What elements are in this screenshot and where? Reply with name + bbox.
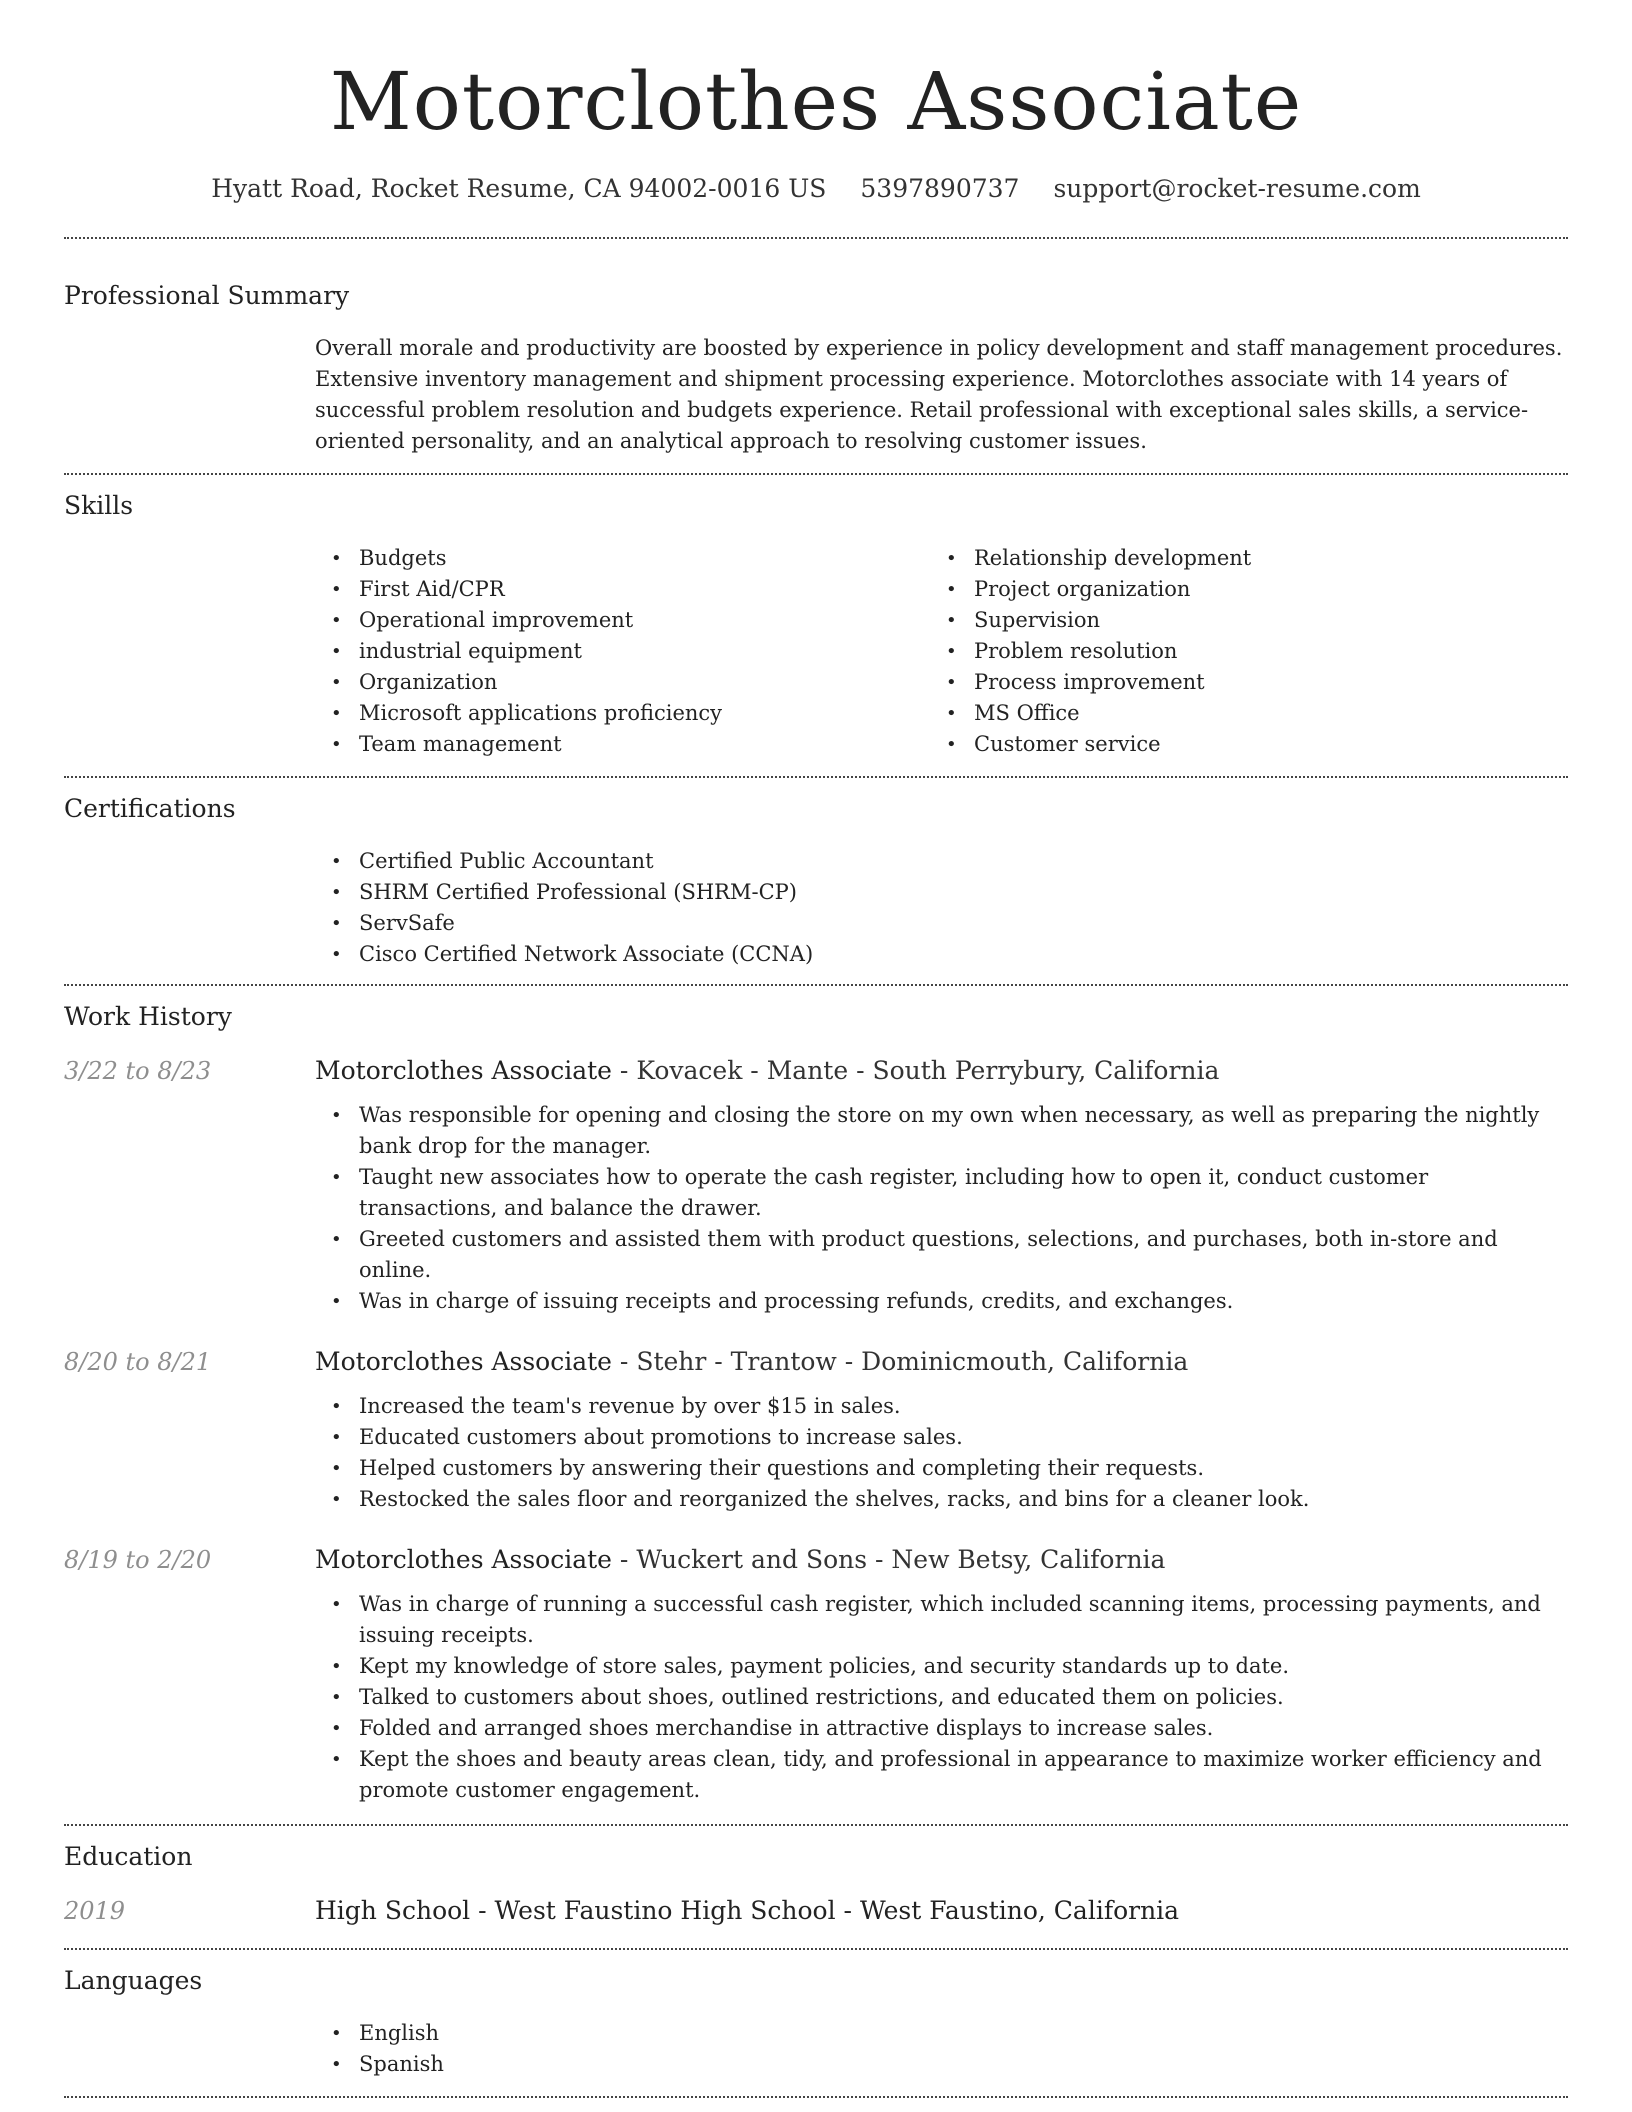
list-item: • Folded and arranged shoes merchandise in attractive displays to increase sales. [315, 1713, 1568, 1744]
certifications-heading: Certifications [64, 794, 236, 823]
list-item: • Budgets [315, 543, 930, 574]
education-section [64, 1826, 1568, 1948]
job-dates: 8/20 to 8/21 [64, 1348, 212, 1376]
list-item: • Was in charge of running a successful cash register, which included scanning items, processing payments, and issuing receipts. [315, 1589, 1568, 1651]
job-role: Motorclothes Associate [315, 1545, 612, 1574]
summary-text: Overall morale and productivity are boosted by experience in policy development and staff management procedures. Extensive inventory management and shipment processing experience. Motorclothes associate with 14 years of successful problem resolution and budgets experience. Retail professional with exceptional sales skills, a service-oriented personality, and an analytical approach to resolving customer issues. [315, 336, 1563, 453]
list-item: • SHRM Certified Professional (SHRM-CP) [315, 877, 1568, 908]
job-title [315, 1054, 1568, 1088]
work-history-heading: Work History [64, 1002, 232, 1031]
job-role: Motorclothes Associate [315, 1347, 612, 1376]
list-item: • Increased the team's revenue by over $15 in sales. [315, 1391, 1568, 1422]
education-year: 2019 [64, 1897, 126, 1925]
list-item: • Supervision [930, 605, 1545, 636]
summary-section [64, 239, 1568, 473]
list-item: • MS Office [930, 698, 1545, 729]
education-school: - West Faustino High School - West Faustino, California [470, 1896, 1180, 1925]
education-heading: Education [64, 1842, 193, 1871]
list-item: • Customer service [930, 729, 1545, 760]
languages-list [315, 2018, 1568, 2096]
list-item: • ServSafe [315, 908, 1568, 939]
list-item: • Educated customers about promotions to increase sales. [315, 1422, 1568, 1453]
job-employer: - Kovacek - Mante - South Perrybury, California [611, 1056, 1220, 1085]
education-degree: High School [315, 1896, 471, 1925]
list-item: • Kept the shoes and beauty areas clean, tidy, and professional in appearance to maximize worker efficiency and promote customer engagement. [315, 1744, 1568, 1806]
list-item: • Relationship development [930, 543, 1545, 574]
job-dates: 3/22 to 8/23 [64, 1057, 212, 1085]
skills-list-right [930, 543, 1545, 760]
list-item: • Certified Public Accountant [315, 846, 1568, 877]
job-main [315, 1345, 1568, 1515]
certifications-list [315, 846, 1568, 984]
job-employer: - Stehr - Trantow - Dominicmouth, California [611, 1347, 1189, 1376]
list-item: • Problem resolution [930, 636, 1545, 667]
list-item: • Microsoft applications proficiency [315, 698, 930, 729]
job-title [315, 1543, 1568, 1577]
list-item: • Cisco Certified Network Associate (CCNA) [315, 939, 1568, 970]
job-entry [64, 1054, 1568, 1317]
job-entry [64, 1345, 1568, 1515]
skills-section [64, 475, 1568, 776]
languages-heading: Languages [64, 1966, 203, 1995]
skills-grid [315, 543, 1568, 776]
list-item: • Organization [315, 667, 930, 698]
contact-email[interactable]: support@rocket-resume.com [1053, 174, 1421, 203]
contact-line [64, 174, 1568, 203]
resume-header [64, 0, 1568, 203]
list-item: • English [315, 2018, 1568, 2049]
job-duties [315, 1589, 1568, 1806]
job-duties [315, 1100, 1568, 1317]
list-item: • industrial equipment [315, 636, 930, 667]
candidate-name: Motorclothes Associate [329, 55, 1303, 148]
list-item: • First Aid/CPR [315, 574, 930, 605]
education-entry [64, 1894, 1568, 1948]
list-item: • Was responsible for opening and closing the store on my own when necessary, as well as preparing the nightly bank drop for the manager. [315, 1100, 1568, 1162]
job-role: Motorclothes Associate [315, 1056, 612, 1085]
languages-section [64, 1950, 1568, 2096]
list-item: • Spanish [315, 2049, 1568, 2080]
job-main [315, 1543, 1568, 1806]
job-entry [64, 1543, 1568, 1806]
list-item: • Project organization [930, 574, 1545, 605]
list-item: • Operational improvement [315, 605, 930, 636]
list-item: • Kept my knowledge of store sales, payment policies, and security standards up to date. [315, 1651, 1568, 1682]
skills-heading: Skills [64, 491, 134, 520]
list-item: • Restocked the sales floor and reorganized the shelves, racks, and bins for a cleaner look. [315, 1484, 1568, 1515]
job-main [315, 1054, 1568, 1317]
list-item: • Taught new associates how to operate the cash register, including how to open it, conduct customer transactions, and balance the drawer. [315, 1162, 1568, 1224]
list-item: • Greeted customers and assisted them with product questions, selections, and purchases, both in-store and online. [315, 1224, 1568, 1286]
list-item: • Talked to customers about shoes, outlined restrictions, and educated them on policies. [315, 1682, 1568, 1713]
education-details [315, 1894, 1179, 1928]
certifications-section [64, 778, 1568, 984]
contact-phone[interactable]: 5397890737 [860, 174, 1020, 203]
list-item: • Helped customers by answering their questions and completing their requests. [315, 1453, 1568, 1484]
work-history-section [64, 986, 1568, 1806]
list-item: • Was in charge of issuing receipts and processing refunds, credits, and exchanges. [315, 1286, 1568, 1317]
section-divider [64, 2096, 1568, 2098]
list-item: • Team management [315, 729, 930, 760]
job-title [315, 1345, 1568, 1379]
job-duties [315, 1391, 1568, 1515]
job-employer: - Wuckert and Sons - New Betsy, California [611, 1545, 1166, 1574]
contact-address: Hyatt Road, Rocket Resume, CA 94002-0016 US [211, 174, 827, 203]
list-item: • Process improvement [930, 667, 1545, 698]
skills-list-left [315, 543, 930, 760]
job-dates: 8/19 to 2/20 [64, 1546, 212, 1574]
summary-heading: Professional Summary [64, 281, 350, 310]
